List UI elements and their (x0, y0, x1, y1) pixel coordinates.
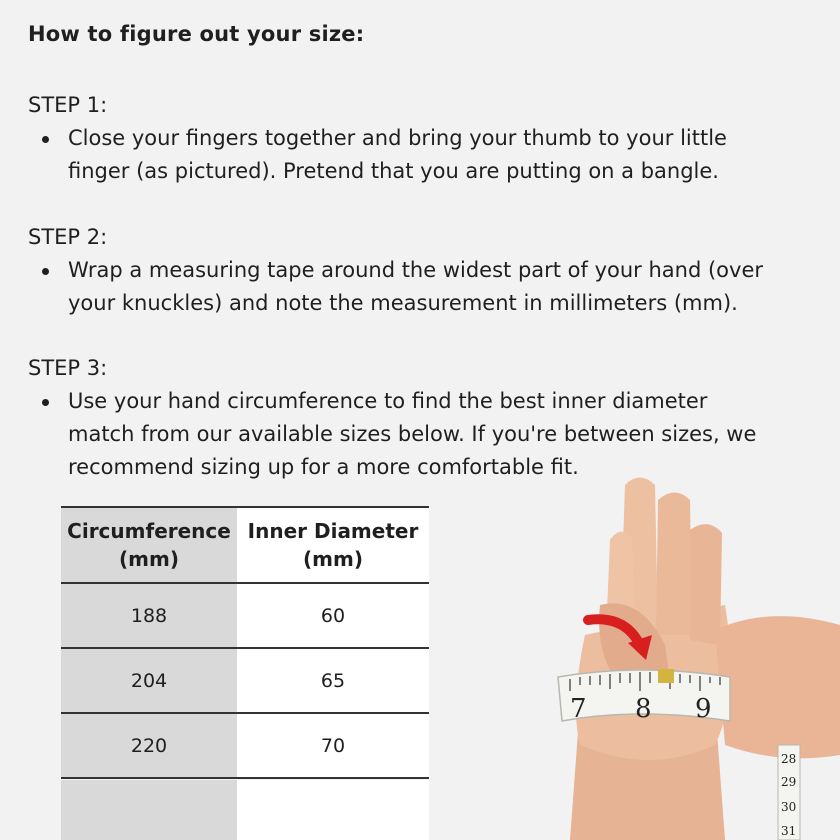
table-row (61, 713, 429, 778)
helping-hand (715, 616, 840, 758)
step-3-line-3: recommend sizing up for a more comfortable fit. (68, 455, 579, 479)
hand-finger (690, 524, 722, 645)
table-row (61, 648, 429, 713)
inner-diameter-header: Inner Diameter (mm) (237, 507, 429, 583)
inner-diameter-cell: 60 (237, 583, 429, 648)
step-3-line-1: Use your hand circumference to find the best inner diameter (68, 389, 708, 413)
table-empty-cell (61, 780, 237, 840)
tape-number: 8 (635, 694, 652, 724)
step-1-line-1: Close your fingers together and bring your thumb to your little (68, 126, 727, 150)
size-table-header-row (61, 507, 429, 583)
tape-number: 29 (781, 775, 797, 789)
step-1 (28, 90, 818, 188)
tape-number: 7 (570, 694, 587, 724)
step-2-bullet (68, 254, 818, 320)
step-2-label: STEP 2: (28, 225, 108, 249)
tape-number: 30 (781, 800, 797, 814)
hand-finger (656, 493, 692, 636)
step-1-label: STEP 1: (28, 93, 108, 117)
page-heading: How to figure out your size: (28, 22, 365, 46)
tape-number: 31 (781, 824, 797, 838)
bullet-icon (42, 399, 49, 406)
bullet-icon (42, 136, 49, 143)
tape-number: 28 (781, 752, 797, 766)
step-2-line-2: your knuckles) and note the measurement in millimeters (mm). (68, 291, 738, 315)
step-3-line-2: match from our available sizes below. If you're between sizes, we (68, 422, 757, 446)
step-2 (28, 222, 818, 320)
circumference-cell: 220 (61, 713, 237, 778)
step-1-bullet (68, 122, 818, 188)
measuring-tape (558, 669, 730, 724)
inner-diameter-cell: 70 (237, 713, 429, 778)
table-empty-cell (237, 780, 429, 840)
size-table (61, 506, 429, 779)
step-3-label: STEP 3: (28, 356, 108, 380)
inner-diameter-cell: 65 (237, 648, 429, 713)
circumference-cell: 188 (61, 583, 237, 648)
bullet-icon (42, 268, 49, 275)
tape-number: 9 (695, 694, 712, 724)
circumference-header: Circumference (mm) (61, 507, 237, 583)
table-row (61, 583, 429, 648)
tape-end (778, 745, 800, 840)
step-1-line-2: finger (as pictured). Pretend that you are putting on a bangle. (68, 159, 719, 183)
circumference-cell: 204 (61, 648, 237, 713)
hand-measurement-photo (540, 455, 840, 840)
step-2-line-1: Wrap a measuring tape around the widest part of your hand (over (68, 258, 764, 282)
